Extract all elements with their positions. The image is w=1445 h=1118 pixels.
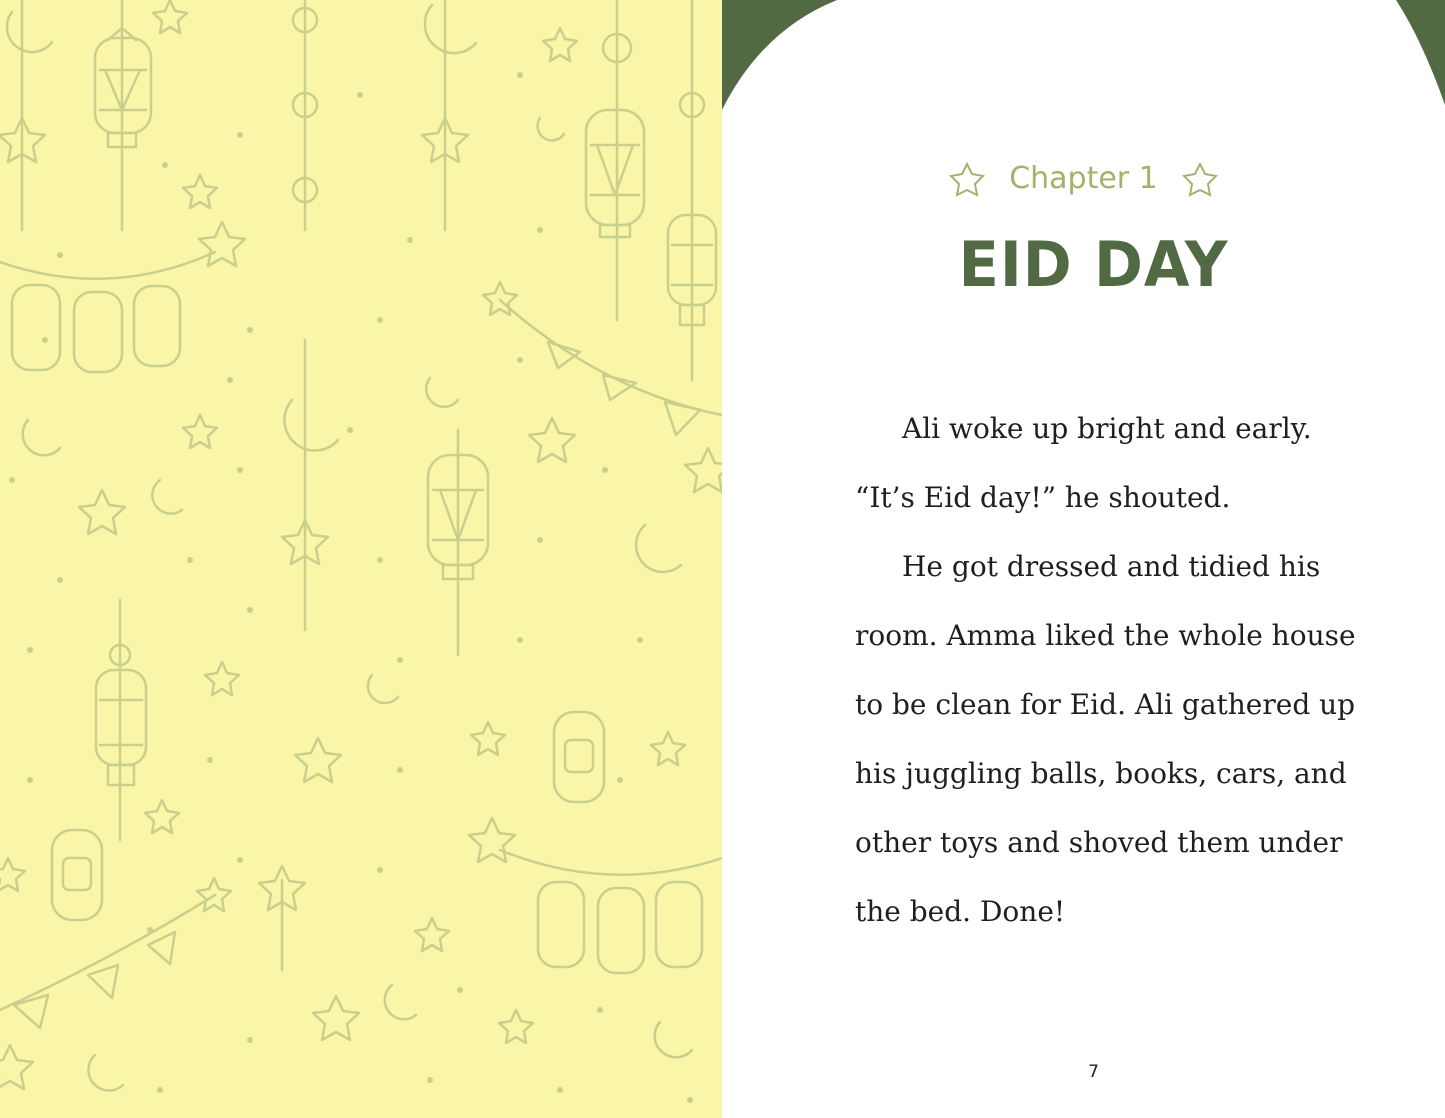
chapter-label <box>722 160 1445 197</box>
ramadan-pattern <box>0 0 722 1118</box>
chapter-title: EID DAY <box>958 228 1229 301</box>
decorative-pattern-page <box>0 0 722 1118</box>
chapter-number: Chapter 1 <box>1009 161 1158 196</box>
paragraph: Ali woke up bright and early. <box>902 412 1312 445</box>
text-page <box>722 0 1445 1118</box>
star-icon <box>948 161 986 197</box>
star-icon <box>1181 161 1219 197</box>
page-number: 7 <box>1088 1062 1099 1082</box>
story-text <box>855 394 1375 946</box>
header-arch <box>722 0 1445 110</box>
paragraph: “It’s Eid day!” he shouted. <box>855 481 1231 514</box>
paragraph: He got dressed and tidied his room. Amma liked the whole house to be clean for Eid. Ali gathered up his juggling balls, books, cars, and other toys and shoved them under the bed. Done! <box>855 550 1356 928</box>
